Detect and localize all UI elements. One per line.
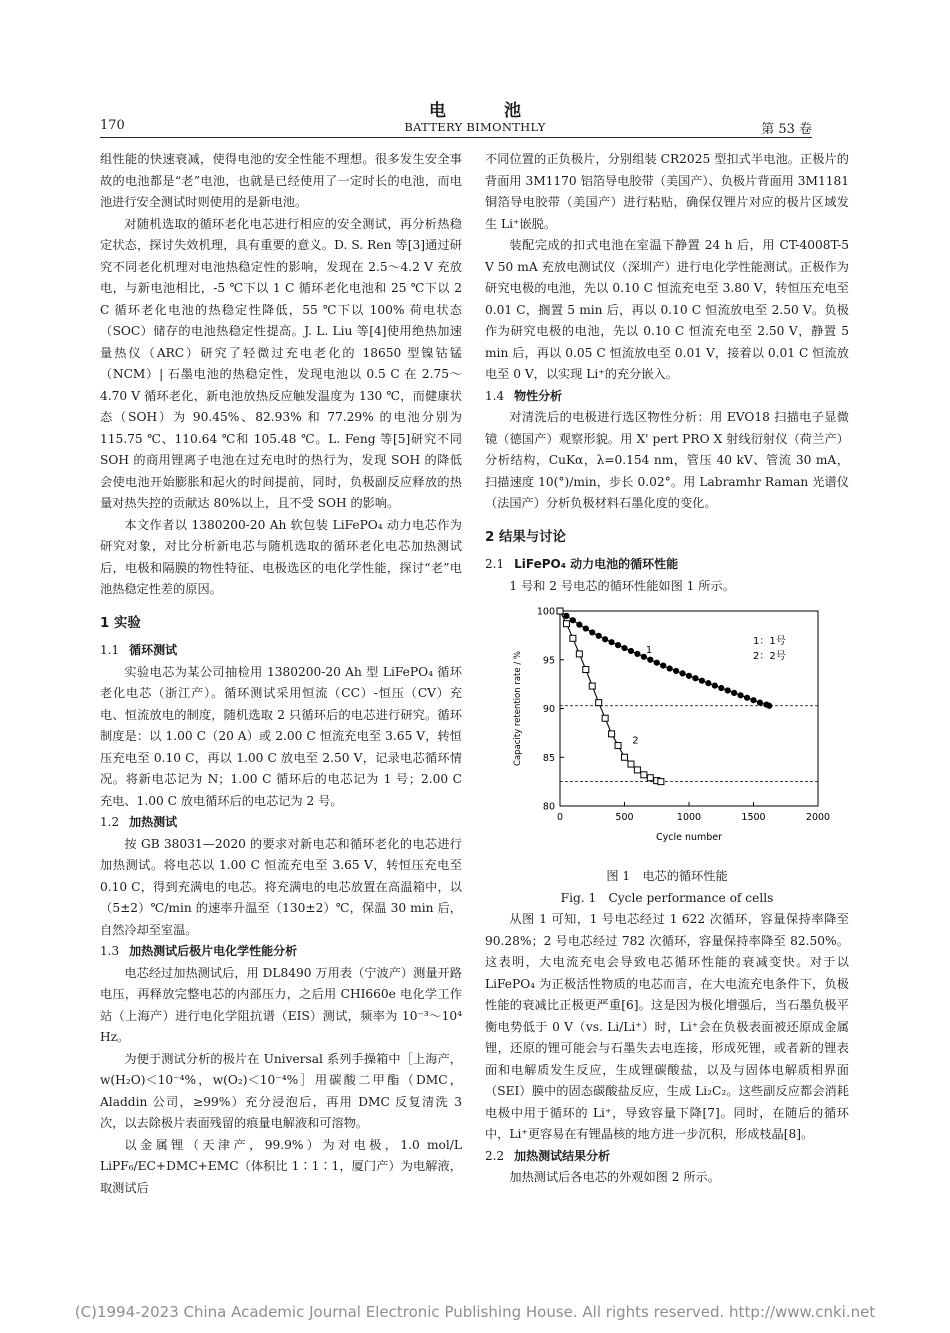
y-tick-label: 85 (542, 752, 555, 764)
cycle-performance-chart (485, 601, 849, 866)
data-point-series-2 (647, 775, 653, 781)
data-point-series-2 (570, 635, 576, 641)
paragraph: 对清洗后的电极进行选区物性分析：用 EVO18 扫描电子显微镜（德国产）观察形貌。用 X' pert PRO X 射线衍射仪（荷兰产）分析结构，CuKα，λ=0.154 nm，管压 40 kV、管流 30 mA，扫描速度 10(°)/min，步长 0.02°。用 Labramhr Raman 光谱仪（法国产）分析负极材料石墨化度的变化。 (485, 410, 849, 510)
header-rule (100, 137, 812, 138)
data-point-series-2 (602, 715, 608, 721)
subsection-title: LiFePO₄ 动力电池的循环性能 (514, 557, 679, 571)
data-point-series-2 (658, 779, 664, 785)
data-point-series-1 (725, 687, 731, 693)
paragraph: 组性能的快速衰减，使得电池的安全性能不理想。很多发生安全事故的电池都是“老”电池，也就是已经使用了一定时长的电池，而电池进行安全测试时则使用的是新电池。 (100, 152, 462, 209)
subsection-heading (485, 554, 849, 576)
data-point-series-1 (583, 625, 589, 631)
figure-1 (485, 601, 849, 866)
journal-title-cn: 电池 (429, 101, 579, 121)
x-tick-label: 1000 (676, 812, 702, 823)
data-point-series-1 (744, 695, 750, 701)
paragraph: 实验电芯为某公司抽检用 1380200-20 Ah 型 LiFePO₄ 循环老化电芯（浙江产）。循环测试采用恒流（CC）-恒压（CV）充电、恒流放电的制度，随机选取 2 只循环后的电芯进行研究。循环制度是：以 1.00 C（20 A）或 2.00 C 恒流充电至 3.65 V，转恒压充电至 0.10 C，再以 1.00 C 放电至 2.50 V，记录电芯循环情况。将新电芯记为 N；1.00 C 循环后的电芯记为 1 号；2.00 C 充电、1.00 C 放电循环后的电芯记为 2 号。 (100, 664, 462, 808)
paragraph: 从图 1 可知，1 号电芯经过 1 622 次循环，容量保持率降至 90.28%；2 号电芯经过 782 次循环，容量保持率降至 82.50%。这表明，大电流充电会导致电芯循环性能的衰减变快。对于以 LiFePO₄ 为正极活性物质的电芯而言，在大电流充电条件下，负极性能的衰减比正极更严重[6]。这是因为极化增强后，当石墨负极平衡电势低于 0 V（vs. Li/Li⁺）时，Li⁺会在负极表面被还原成金属锂，还原的锂可能会与石墨失去电连接，形成死锂，或者新的锂表面和电解质发生反应，生成锂碳酸盐，以及与固体电解质相界面（SEI）膜中的固态碳酸盐反应，生成 Li₂C₂。这些副反应都会消耗电极中用于循环的 Li⁺，导致容量下降[7]。同时，在随后的循环中，Li⁺更容易在有锂晶核的地方进一步沉积，形成枝晶[8]。 (485, 912, 849, 1141)
data-point-series-1 (570, 617, 576, 623)
paragraph: 1 号和 2 号电芯的循环性能如图 1 所示。 (509, 578, 735, 593)
paragraph: 加热测试后各电芯的外观如图 2 所示。 (509, 1170, 720, 1184)
data-point-series-1 (718, 685, 724, 691)
data-point-series-1 (602, 636, 608, 642)
paragraph: 以金属锂（天津产，99.9%）为对电极，1.0 mol/L LiPF₆/EC+DMC+EMC（体积比 1∶1∶1，厦门产）为电解液，取测试后 (100, 1137, 462, 1195)
subsection-number: 2.1 (485, 557, 505, 571)
subsection-number: 1.2 (100, 815, 120, 829)
x-tick-label: 1500 (741, 812, 766, 823)
journal-title-en: BATTERY BIMONTHLY (404, 120, 546, 134)
subsection-number: 1.3 (100, 944, 120, 958)
subsection-title: 物性分析 (514, 388, 563, 403)
figure-caption-cn: 图 1 电芯的循环性能 (606, 869, 728, 883)
data-point-series-1 (673, 668, 679, 674)
data-point-series-1 (738, 692, 744, 698)
data-point-series-1 (660, 663, 666, 669)
data-point-series-1 (667, 665, 673, 671)
data-point-series-2 (576, 651, 582, 657)
subsection-title: 加热测试 (129, 815, 178, 829)
data-point-series-1 (589, 629, 595, 635)
data-point-series-1 (712, 682, 718, 688)
curve-label-2: 2 (632, 735, 639, 747)
y-tick-label: 90 (542, 704, 555, 715)
section-heading: 1 实验 (100, 615, 141, 631)
curve-label-1: 1 (645, 644, 653, 656)
legend-entry-1: 1：1号 (753, 636, 786, 647)
data-point-series-1 (596, 633, 602, 639)
subsection-title: 循环测试 (129, 643, 178, 657)
data-point-series-1 (621, 645, 627, 651)
y-tick-label: 100 (536, 606, 555, 618)
data-point-series-1 (750, 697, 756, 703)
data-point-series-2 (615, 743, 621, 749)
data-point-series-1 (705, 680, 711, 686)
subsection-number: 1.4 (485, 388, 505, 403)
data-point-series-1 (576, 622, 582, 628)
data-point-series-1 (654, 660, 660, 666)
subsection-title: 加热测试后极片电化学性能分析 (129, 944, 298, 958)
page-number: 170 (100, 118, 125, 133)
volume-label: 第 53 卷 (761, 122, 812, 137)
left-column (100, 149, 462, 1199)
data-point-series-1 (692, 675, 698, 681)
paragraph: 不同位置的正负极片，分别组装 CR2025 型扣式半电池。正极片的背面用 3M1170 铝箔导电胶带（美国产）、负极片背面用 3M1181 铜箔导电胶带（美国产）进行粘贴，确保仅锂片对应的极片区域发生 Li⁺嵌脱。 (485, 152, 849, 231)
paragraph: 按 GB 38031—2020 的要求对新电芯和循环老化的电芯进行加热测试。将电芯以 1.00 C 恒流充电至 3.65 V，转恒压充电至 0.10 C，得到充满电的电芯。将充满电的电芯放置在高温箱中，以（5±2）℃/min 的速率升温至（130±2）℃，保温 30 min 后，自然冷却至室温。 (100, 836, 462, 937)
data-point-series-1 (563, 613, 569, 619)
data-point-series-1 (628, 648, 634, 654)
subsection-heading (100, 812, 462, 834)
y-tick-label: 80 (542, 801, 555, 813)
figure-caption-en: Fig. 1 Cycle performance of cells (560, 890, 774, 905)
data-point-series-1 (731, 690, 737, 696)
paragraph: 电芯经过加热测试后，用 DL8490 万用表（宁波产）测量开路电压，再释放完整电芯的内部压力，之后用 CHI660e 电化学工作站（上海产）进行电化学阻抗谱（EIS）测试，频率为 10⁻³～10⁴ Hz。 (100, 965, 462, 1044)
data-point-series-1 (699, 678, 705, 684)
data-point-series-2 (589, 683, 595, 689)
legend-entry-2: 2：2号 (753, 651, 786, 662)
data-point-series-2 (628, 761, 634, 767)
data-point-series-2 (596, 700, 602, 706)
paragraph: 装配完成的扣式电池在室温下静置 24 h 后，用 CT-4008T-5 V 50 mA 充放电测试仪（深圳产）进行电化学性能测试。正极作为研究电极的电池，先以 0.10 C 恒流充电至 3.80 V，转恒压充电至 0.01 C，搁置 5 min 后，再以 0.10 C 恒流放电至 2.50 V。负极作为研究电极的电池，先以 0.10 C 恒流充电至 2.50 V，静置 5 min 后，再以 0.05 C 恒流放电至 0.01 V，接着以 0.01 C 恒流放电至 0 V，以实现 Li⁺的充分嵌入。 (485, 238, 849, 381)
data-point-series-2 (641, 772, 647, 778)
data-point-series-2 (563, 621, 569, 627)
subsection-number: 1.1 (100, 643, 120, 657)
y-axis-label: Capacity retention rate / % (513, 651, 523, 766)
subsection-number: 2.2 (485, 1148, 505, 1163)
paragraph: 对随机选取的循环老化电芯进行相应的安全测试，再分析热稳定状态，探讨失效机理，具有重要的意义。D. S. Ren 等[3]通过研究不同老化机理对电池热稳定性的影响，发现在 2.5～4.2 V 充放电，与新电池相比，-5 ℃下以 1 C 循环老化电池和 25 ℃下以 2 C 循环老化电池的热稳定性降低，55 ℃下以 100% 荷电状态（SOC）储存的电池热稳定性提高。J. L. Liu 等[4]使用绝热加速量热仪（ARC）研究了轻微过充电老化的 18650 型镍钴锰（NCM）| 石墨电池的热稳定性，发现电池以 0.5 C 在 2.75～4.70 V 循环老化，新电池放热反应触发温度为 130 ℃，而健康状态（SOH）为 90.45%、82.93% 和 77.29% 的电池分别为 115.75 ℃、110.64 ℃和 105.48 ℃。L. Feng 等[5]研究不同 SOH 的商用锂离子电池在过充电时的热行为，发现 SOH 的降低会使电池开始膨胀和起火的时间提前，同时，负极副反应释放的热量对热失控的贡献达 80%以上，且不受 SOH 的影响。 (100, 216, 462, 510)
subsection-heading (100, 941, 462, 963)
section-heading: 2 结果与讨论 (485, 529, 566, 545)
data-point-series-1 (634, 651, 640, 657)
data-point-series-1 (766, 703, 772, 709)
subsection-heading (485, 386, 849, 408)
data-point-series-1 (679, 670, 685, 676)
data-point-series-2 (622, 754, 628, 760)
data-point-series-2 (557, 608, 563, 614)
data-point-series-2 (634, 767, 640, 773)
copyright-footer: (C)1994-2023 China Academic Journal Electronic Publishing House. All rights reserved. http://www.cnki.net (74, 1303, 876, 1321)
right-column (485, 149, 849, 1189)
data-point-series-1 (609, 639, 615, 645)
x-tick-label: 0 (556, 812, 564, 823)
x-tick-label: 2000 (805, 812, 831, 823)
x-axis-label: Cycle number (655, 832, 723, 843)
series-line-1 (560, 611, 769, 706)
paragraph: 为便于测试分析的极片在 Universal 系列手操箱中［上海产，w(H₂O)＜10⁻⁴%，w(O₂)＜10⁻⁴%］用碳酸二甲酯（DMC，Aladdin 公司，≥99%）充分浸泡后，再用 DMC 反复清洗 3 次，以去除极片表面残留的痕量电解液和可溶物。 (100, 1051, 462, 1130)
subsection-heading (100, 640, 462, 662)
y-tick-label: 95 (542, 655, 555, 667)
data-point-series-1 (647, 657, 653, 663)
data-point-series-1 (686, 673, 692, 679)
x-tick-label: 500 (615, 812, 634, 823)
data-point-series-1 (615, 642, 621, 648)
data-point-series-1 (757, 700, 763, 706)
data-point-series-2 (609, 731, 615, 737)
data-point-series-2 (583, 667, 589, 673)
paragraph: 本文作者以 1380200-20 Ah 软包装 LiFePO₄ 动力电芯作为研究对象，对比分析新电芯与随机选取的循环老化电芯加热测试后，电极和隔膜的物性特征、电极选区的电化学性能，探讨“老”电池热稳定性差的原因。 (100, 517, 462, 596)
subsection-title: 加热测试结果分析 (514, 1148, 611, 1163)
subsection-heading (485, 1146, 849, 1168)
